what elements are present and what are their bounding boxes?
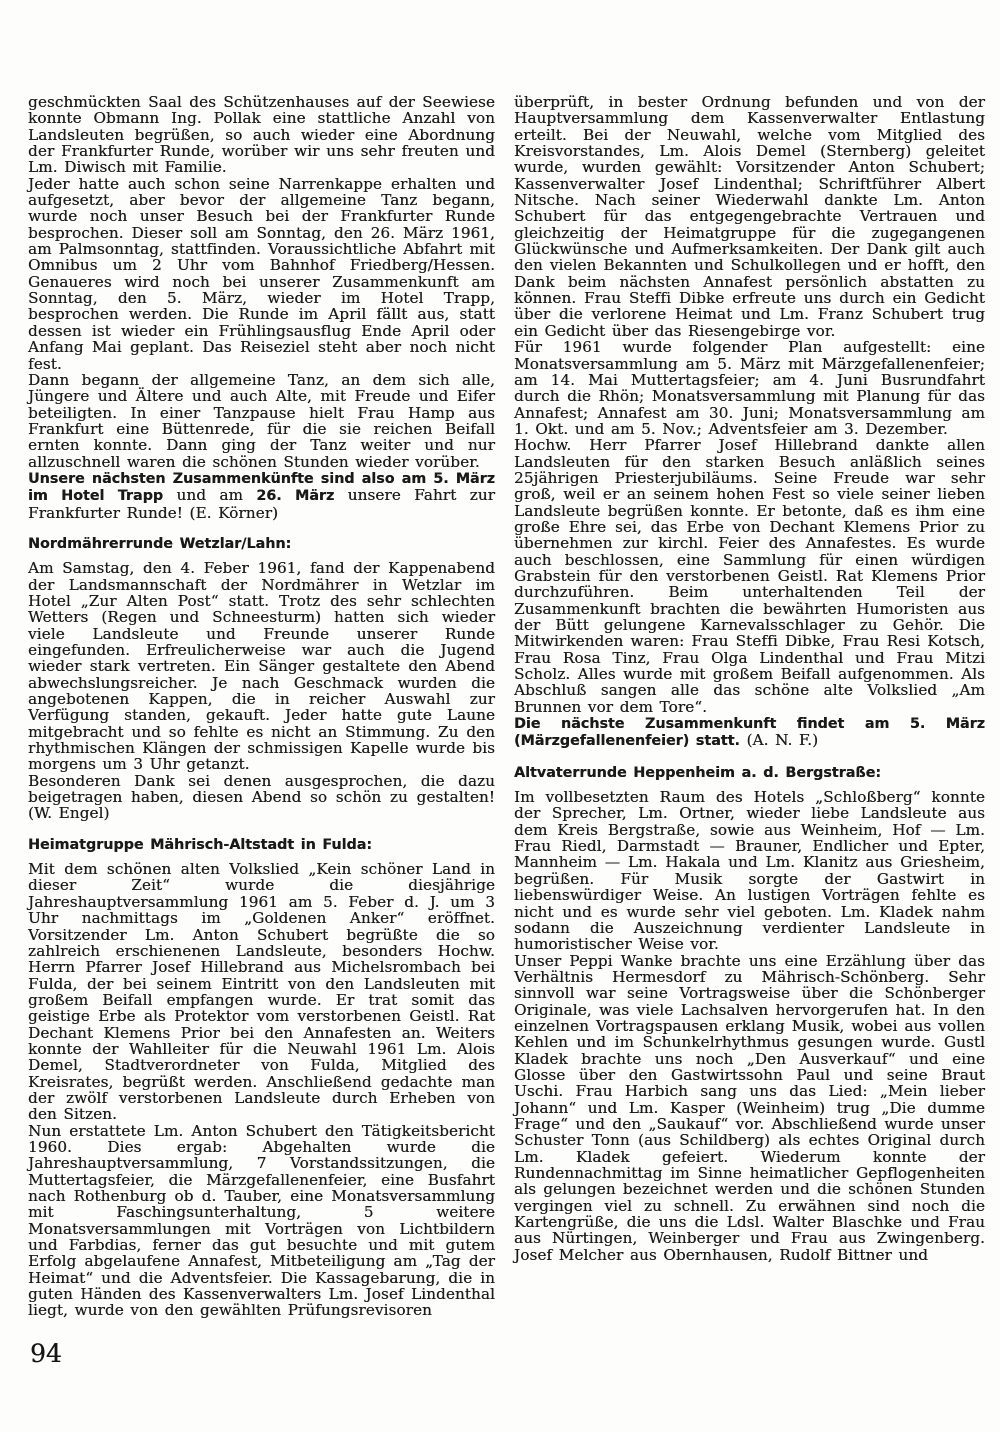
paragraph: Mit dem schönen alten Volkslied „Kein schöner Land in dieser Zeit“ wurde die diesjährige Jahreshauptversammlung 1961 am 5. Feber d. J. um 3 Uhr nachmittags im „Goldenen Anker“ eröffnet. Vorsitzender Lm. Anton Schubert begrüßte die so zahlreich erschienenen Landsleute, besonders Hochw. Herrn Pfarrer Josef Hillebrand aus Michelsrombach bei Fulda, der bei seinem Eintritt von den Landsleuten mit großem Beifall empfangen wurde. Er trat somit das geistige Erbe als Protektor vom verstorbenen Geistl. Rat Dechant Klemens Prior bei den Annafesten an. Weiters konnte der Wahlleiter für die Neuwahl 1961 Lm. Alois Demel, Stadtverordneter von Fulda, Mitglied des Kreisrates, begrüßt werden. Anschließend gedachte man der zwölf verstorbenen Landsleute durch Erheben von den Sitzen.: [28, 860, 495, 1124]
paragraph: Die nächste Zusammenkunft findet am 5. März (Märzgefallenenfeier) statt. (A. N. F.): [514, 716, 985, 750]
paragraph: Unsere nächsten Zusammenkünfte sind also am 5. März im Hotel Trapp und am 26. März unsere Fahrt zur Frankfurter Runde! (E. Körner): [28, 470, 496, 522]
paragraph: Am Samstag, den 4. Feber 1961, fand der Kappenabend der Landsmannschaft der Nordmährer in Wetzlar im Hotel „Zur Alten Post“ statt. Trotz des sehr schlechten Wetters (Regen und Schneesturm) hatten sich wieder viele Landsleute und Freunde unserer Runde eingefunden. Erfreulicherweise war auch die Jugend wieder stark vertreten. Ein Sänger gestaltete den Abend abwechslungsreicher. Je nach Geschmack wurden die angebotenen Kappen, die in reicher Auswahl zur Verfügung standen, gekauft. Jeder hatte gute Laune mitgebracht und so fehlte es nicht an Stimmung. Zu den rhythmischen Klängen der schmissigen Kapelle wurde bis morgens um 3 Uhr getanzt.: [28, 559, 495, 774]
paragraph: Jeder hatte auch schon seine Narrenkappe erhalten und aufgesetzt, aber bevor der allgemeine Tanz begann, wurde noch unser Besuch bei der Frankfurter Runde besprochen. Dieser soll am Sonntag, den 26. März 1961, am Palmsonntag, stattfinden. Voraussichtliche Abfahrt mit Omnibus um 2 Uhr vom Bahnhof Friedberg/Hessen. Genaueres wird noch bei unserer Zusammenkunft am Sonntag, den 5. März, wieder im Hotel Trapp, besprochen werden. Die Runde im April fällt aus, statt dessen ist wieder ein Frühlingsausflug Ende April oder Anfang Mai geplant. Das Reiseziel steht aber noch nicht fest.: [28, 174, 495, 373]
paragraph: Dann begann der allgemeine Tanz, an dem sich alle, Jüngere und Ältere und auch Alte, mit Freude und Eifer beteiligten. In einer Tanzpause hielt Frau Hamp aus Frankfurt eine Büttenrede, für die sie reichen Beifall ernten konnte. Dann ging der Tanz weiter und nur allzuschnell waren die schönen Stunden wieder vorüber.: [28, 370, 495, 471]
paragraph: Unser Peppi Wanke brachte uns eine Erzählung über das Verhältnis Hermesdorf zu Mährisch-Schönberg. Sehr sinnvoll war seine Vortragsweise über die Schönberger Originale, was viele Lachsalven hervorgerufen hat. In den einzelnen Vortragspausen erklang Musik, wobei aus vollen Kehlen und im Schunkelrhythmus gesungen wurde. Gustl Kladek brachte uns noch „Den Ausverkauf“ und eine Glosse über den Gastwirtssohn Paul und seine Braut Uschi. Frau Harbich sang uns das Lied: „Mein lieber Johann“ und Lm. Kasper (Weinheim) trug „Die dumme Frage“ und den „Saukauf“ vor. Abschließend wurde unser Schuster Tonn (aus Schildberg) als echtes Original durch Lm. Kladek gefeiert. Wiederum konnte der Rundennachmittag im Sinne heimatlicher Gepflogenheiten als gelungen bezeichnet werden und die schönen Stunden vergingen viel zu schnell. Zu erwähnen sind noch die Kartengrüße, die uns die Ldsl. Walter Blaschke und Frau aus Nürtingen, Weinberger und Frau aus Zwingenberg. Josef Melcher aus Obernhausen, Rudolf Bittner und: [514, 951, 985, 1264]
paragraph: Hochw. Herr Pfarrer Josef Hillebrand dankte allen Landsleuten für den starken Besuch anläßlich seines 25jährigen Priesterjubiläums. Seine Freude war sehr groß, weil er an seinem hohen Fest so viele seiner lieben Landsleute begrüßen konnte. Er betonte, daß es ihm eine große Ehre sei, das Erbe von Dechant Klemens Prior zu übernehmen zur kirchl. Feier des Annafestes. Es wurde auch beschlossen, eine Sammlung für einen würdigen Grabstein für den verstorbenen Geistl. Rat Klemens Prior durchzuführen. Beim unterhaltenden Teil der Zusammenkunft brachten die bewährten Humoristen aus der Bütt gelungene Karnevalsschlager zu Gehör. Die Mitwirkenden waren: Frau Steffi Dibke, Frau Resi Kotsch, Frau Rosa Tinz, Frau Olga Lindenthal und Frau Mitzi Scholz. Alles wurde mit großem Beifall aufgenommen. Als Abschluß sangen alle das schöne alte Volkslied „Am Brunnen vor dem Tore“.: [514, 436, 985, 716]
paragraph: Nun erstattete Lm. Anton Schubert den Tätigkeitsbericht 1960. Dies ergab: Abgehalten wurde die Jahreshauptversammlung, 7 Vorstandssitzungen, die Muttertagsfeier, die Märzgefallenenfeier, eine Busfahrt nach Rothenburg ob d. Tauber, eine Monatsversammlung mit Faschingsunterhaltung, 5 weitere Monatsversammlungen mit Vorträgen von Lichtbildern und Farbdias, ferner das gut besuchte und mit gutem Erfolg abgelaufene Annafest, Mitbeteiligung am „Tag der Heimat“ und die Adventsfeier. Die Kassagebarung, die in guten Händen des Kassenverwalters Lm. Josef Lindenthal liegt, wurde von den gewählten Prüfungsrevisoren: [28, 1121, 495, 1320]
paragraph: Im vollbesetzten Raum des Hotels „Schloßberg“ konnte der Sprecher, Lm. Ortner, wieder liebe Landsleute aus dem Kreis Bergstraße, sowie aus Weinheim, Hof — Lm. Frau Riedl, Darmstadt — Brauner, Endlicher und Epter, Mannheim — Lm. Hakala und Lm. Klanitz aus Griesheim, begrüßen. Für Musik sorgte der Gastwirt in liebenswürdiger Weise. An lustigen Vorträgen fehlte es nicht und es wurde sehr viel geboten. Lm. Kladek nahm sodann die Auszeichnung verdienter Landsleute in humoristischer Weise vor.: [514, 788, 985, 954]
paragraph: überprüft, in bester Ordnung befunden und von der Hauptversammlung dem Kassenverwalter Entlastung erteilt. Bei der Neuwahl, welche vom Mitglied des Kreisvorstandes, Lm. Alois Demel (Sternberg) geleitet wurde, wurden gewählt: Vorsitzender Anton Schubert; Kassenverwalter Josef Lindenthal; Schriftführer Albert Nitsche. Nach seiner Wiederwahl dankte Lm. Anton Schubert für das entgegengebrachte Vertrauen und gleichzeitig der Heimatgruppe für die zugegangenen Glückwünsche und Aufmerksamkeiten. Der Dank gilt auch den vielen Bekannten und Schulkollegen und er hofft, den Dank beim nächsten Annafest persönlich abstatten zu können. Frau Steffi Dibke erfreute uns durch ein Gedicht über die verlorene Heimat und Lm. Franz Schubert trug ein Gedicht über das Riesengebirge vor.: [514, 93, 985, 340]
section-heading: Altvaterrunde Heppenheim a. d. Bergstraße:: [514, 764, 882, 781]
column-left: [28, 94, 495, 1319]
section-heading: Nordmährerrunde Wetzlar/Lahn:: [28, 535, 292, 552]
paragraph: Besonderen Dank sei denen ausgesprochen, die dazu beigetragen haben, diesen Abend so schön zu gestalten! (W. Engel): [28, 771, 495, 823]
paragraph: Für 1961 wurde folgender Plan aufgestellt: eine Monatsversammlung am 5. März mit Märzgefallenenfeier; am 14. Mai Muttertagsfeier; am 4. Juni Busrundfahrt durch die Rhön; Monatsversammlung mit Planung für das Annafest; Annafest am 30. Juni; Monatsversammlung am 1. Okt. und am 5. Nov.; Adventsfeier am 3. Dezember.: [514, 338, 985, 438]
page-number: 94: [30, 1339, 62, 1368]
paragraph: geschmückten Saal des Schützenhauses auf der Seewiese konnte Obmann Ing. Pollak eine stattliche Anzahl von Landsleuten begrüßen, so auch wieder eine Abordnung der Frankfurter Runde, worüber wir uns sehr freuten und Lm. Diwisch mit Familie.: [28, 93, 495, 177]
column-right: [514, 94, 985, 1263]
section-heading: Heimatgruppe Mährisch-Altstadt in Fulda:: [28, 836, 373, 853]
